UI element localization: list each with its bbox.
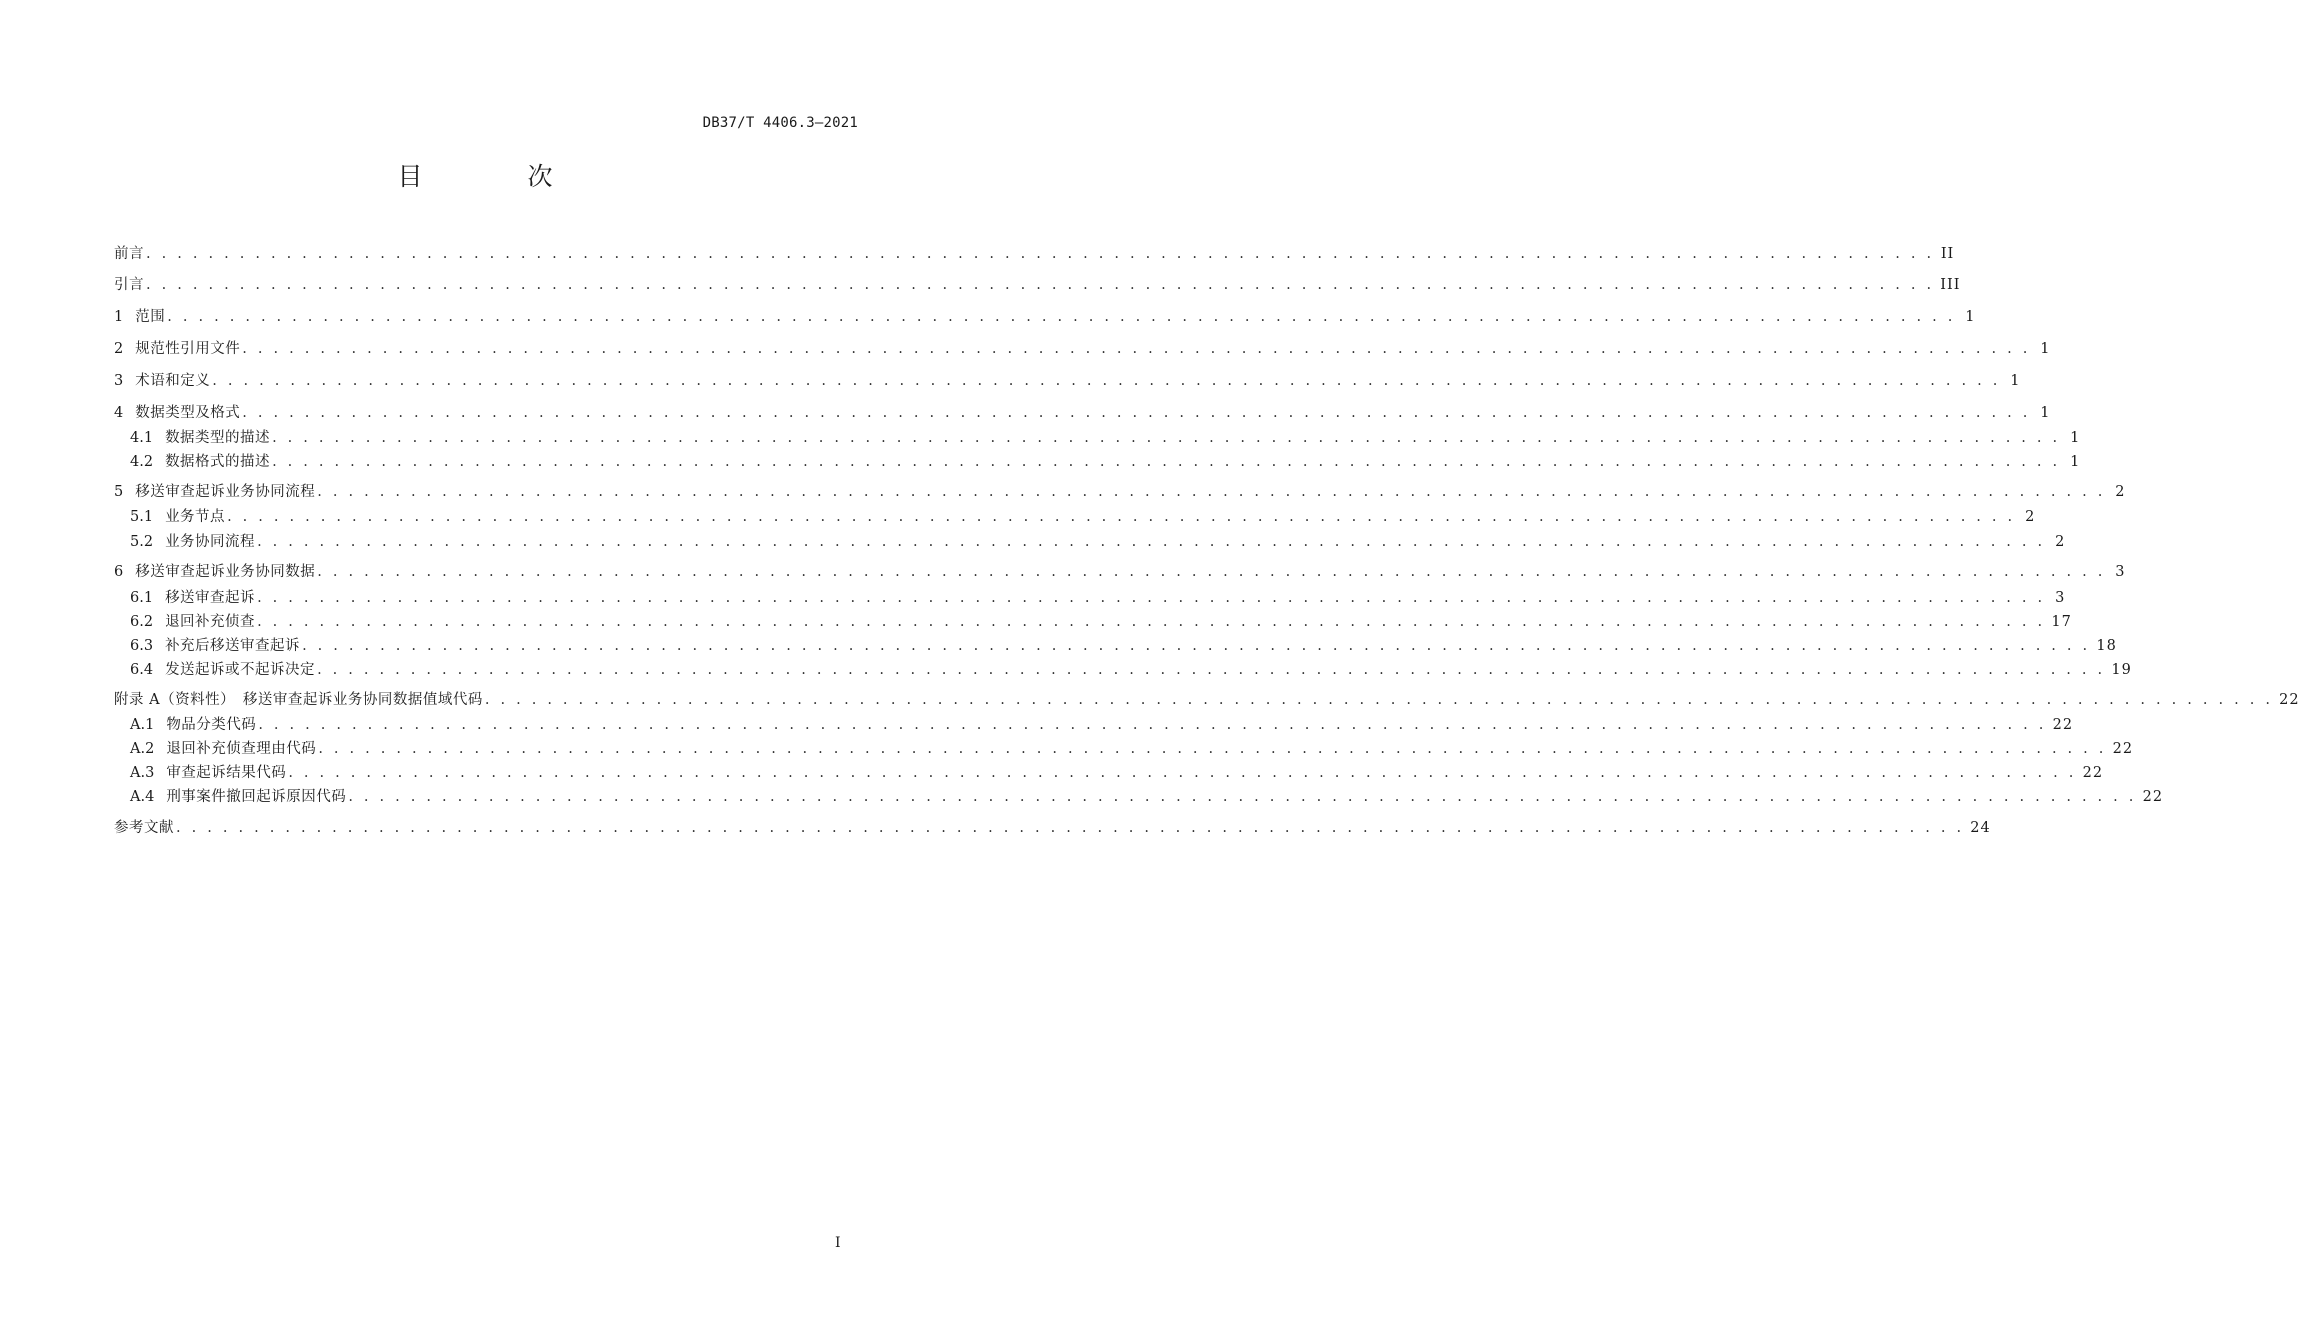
toc-entry-label: 移送审查起诉业务协同流程 bbox=[135, 484, 316, 500]
toc-entry-number: 6 bbox=[114, 564, 124, 580]
toc-entry[interactable] bbox=[130, 531, 2066, 553]
toc-entry-page: II bbox=[1940, 246, 1955, 262]
page-number: I bbox=[835, 1235, 841, 1251]
document-code: DB37/T 4406.3—2021 bbox=[702, 115, 858, 131]
toc-entry-label: 补充后移送审查起诉 bbox=[165, 638, 301, 654]
toc-entry[interactable] bbox=[130, 611, 2072, 633]
toc-entry-label: 范围 bbox=[135, 309, 166, 325]
toc-entry-number: 6.1 bbox=[130, 590, 154, 606]
toc-entry-page: 1 bbox=[2070, 454, 2081, 470]
toc-entry-number: A.1 bbox=[130, 717, 155, 733]
toc-entry-label: 审查起诉结果代码 bbox=[166, 765, 287, 781]
toc-entry[interactable] bbox=[130, 587, 2066, 609]
toc-entry-page: 22 bbox=[2142, 789, 2164, 805]
toc-dot-leader: . . . . . . . . . . . . . . . . . . . . . . . . . . . . . . . . . . . . . . . . . . . . . . . . . . . . . . . . . . . . . . . . . . . . . . . . . . . . . . . . . . . . . . . . . . . . . . . . . . . . . . . . . . . . . . . . . . . bbox=[146, 246, 1935, 262]
toc-entry-number: 6.2 bbox=[130, 614, 154, 630]
toc-dot-leader: . . . . . . . . . . . . . . . . . . . . . . . . . . . . . . . . . . . . . . . . . . . . . . . . . . . . . . . . . . . . . . . . . . . . . . . . . . . . . . . . . . . . . . . . . . . . . . . . . . . . . . . . . . . . . . . . . . . bbox=[212, 373, 2001, 389]
toc-entry[interactable] bbox=[114, 481, 2126, 503]
toc-entry-label: 数据格式的描述 bbox=[165, 454, 271, 470]
toc-entry-label: 规范性引用文件 bbox=[135, 341, 241, 357]
toc-entry-page: 19 bbox=[2111, 662, 2132, 678]
toc-entry[interactable] bbox=[114, 370, 2021, 392]
toc-entry-label: 前言 bbox=[114, 246, 144, 262]
toc-title: 目 次 bbox=[397, 162, 593, 191]
toc-entry-page: 22 bbox=[2279, 692, 2300, 708]
toc-entry-label: 移送审查起诉 bbox=[165, 590, 256, 606]
toc-entry-page: 1 bbox=[2040, 405, 2051, 421]
toc-entry-page: 24 bbox=[1970, 820, 1991, 836]
toc-entry-number: 2 bbox=[114, 341, 124, 357]
toc-entry-label: 参考文献 bbox=[114, 820, 174, 836]
toc-entry[interactable] bbox=[130, 635, 2117, 657]
toc-dot-leader: . . . . . . . . . . . . . . . . . . . . . . . . . . . . . . . . . . . . . . . . . . . . . . . . . . . . . . . . . . . . . . . . . . . . . . . . . . . . . . . . . . . . . . . . . . . . . . . . . . . . . . . . . . . . . . . . . . . bbox=[317, 564, 2106, 580]
toc-entry-label: 移送审查起诉业务协同数据 bbox=[135, 564, 316, 580]
toc-entry-number: 4 bbox=[114, 405, 124, 421]
toc-entry[interactable] bbox=[130, 427, 2081, 449]
toc-entry[interactable] bbox=[114, 689, 2300, 711]
toc-dot-leader: . . . . . . . . . . . . . . . . . . . . . . . . . . . . . . . . . . . . . . . . . . . . . . . . . . . . . . . . . . . . . . . . . . . . . . . . . . . . . . . . . . . . . . . . . . . . . . . . . . . . . . . . . . . . . . . . . . . bbox=[317, 484, 2106, 500]
toc-entry-label: 退回补充侦查 bbox=[165, 614, 256, 630]
toc-entry[interactable] bbox=[130, 659, 2132, 681]
toc-entry-page: 17 bbox=[2051, 614, 2072, 630]
toc-entry-number: A.4 bbox=[130, 789, 155, 805]
toc-dot-leader: . . . . . . . . . . . . . . . . . . . . . . . . . . . . . . . . . . . . . . . . . . . . . . . . . . . . . . . . . . . . . . . . . . . . . . . . . . . . . . . . . . . . . . . . . . . . . . . . . . . . . . . . . . . . . . . . . . . bbox=[146, 277, 1935, 293]
toc-entry-number: 5 bbox=[114, 484, 124, 500]
toc-dot-leader: . . . . . . . . . . . . . . . . . . . . . . . . . . . . . . . . . . . . . . . . . . . . . . . . . . . . . . . . . . . . . . . . . . . . . . . . . . . . . . . . . . . . . . . . . . . . . . . . . . . . . . . . . . . . . . . . . . . bbox=[242, 405, 2031, 421]
toc-dot-leader: . . . . . . . . . . . . . . . . . . . . . . . . . . . . . . . . . . . . . . . . . . . . . . . . . . . . . . . . . . . . . . . . . . . . . . . . . . . . . . . . . . . . . . . . . . . . . . . . . . . . . . . . . . . . . . . . . . . bbox=[348, 789, 2137, 805]
toc-entry-number: 4.1 bbox=[130, 430, 154, 446]
toc-entry-page: 3 bbox=[2055, 590, 2066, 606]
toc-dot-leader: . . . . . . . . . . . . . . . . . . . . . . . . . . . . . . . . . . . . . . . . . . . . . . . . . . . . . . . . . . . . . . . . . . . . . . . . . . . . . . . . . . . . . . . . . . . . . . . . . . . . . . . . . . . . . . . . . . . bbox=[484, 692, 2274, 708]
toc-entry-page: 18 bbox=[2096, 638, 2117, 654]
toc-dot-leader: . . . . . . . . . . . . . . . . . . . . . . . . . . . . . . . . . . . . . . . . . . . . . . . . . . . . . . . . . . . . . . . . . . . . . . . . . . . . . . . . . . . . . . . . . . . . . . . . . . . . . . . . . . . . . . . . . . . bbox=[272, 454, 2061, 470]
toc-entry-number: A.2 bbox=[130, 741, 155, 757]
toc-entry[interactable] bbox=[114, 402, 2051, 424]
toc-entry-page: 3 bbox=[2115, 564, 2126, 580]
toc-entry[interactable] bbox=[130, 714, 2074, 736]
toc-entry[interactable] bbox=[130, 762, 2104, 784]
toc-dot-leader: . . . . . . . . . . . . . . . . . . . . . . . . . . . . . . . . . . . . . . . . . . . . . . . . . . . . . . . . . . . . . . . . . . . . . . . . . . . . . . . . . . . . . . . . . . . . . . . . . . . . . . . . . . . . . . . . . . . bbox=[258, 717, 2047, 733]
toc-entry-page: 2 bbox=[2115, 484, 2126, 500]
toc-dot-leader: . . . . . . . . . . . . . . . . . . . . . . . . . . . . . . . . . . . . . . . . . . . . . . . . . . . . . . . . . . . . . . . . . . . . . . . . . . . . . . . . . . . . . . . . . . . . . . . . . . . . . . . . . . . . . . . . . . . bbox=[227, 509, 2016, 525]
toc-entry[interactable] bbox=[114, 561, 2126, 583]
toc-entry-page: 22 bbox=[2082, 765, 2104, 781]
toc-dot-leader: . . . . . . . . . . . . . . . . . . . . . . . . . . . . . . . . . . . . . . . . . . . . . . . . . . . . . . . . . . . . . . . . . . . . . . . . . . . . . . . . . . . . . . . . . . . . . . . . . . . . . . . . . . . . . . . . . . . bbox=[317, 662, 2106, 678]
toc-entry-page: 2 bbox=[2055, 534, 2066, 550]
toc-entry-label: 物品分类代码 bbox=[166, 717, 257, 733]
toc-entry-number: 5.2 bbox=[130, 534, 154, 550]
toc-entry[interactable] bbox=[114, 274, 1961, 296]
toc-entry[interactable] bbox=[130, 451, 2081, 473]
toc-entry-number: 6.3 bbox=[130, 638, 154, 654]
toc-entry-page: 1 bbox=[1965, 309, 1976, 325]
toc-entry-label: 发送起诉或不起诉决定 bbox=[165, 662, 316, 678]
toc-dot-leader: . . . . . . . . . . . . . . . . . . . . . . . . . . . . . . . . . . . . . . . . . . . . . . . . . . . . . . . . . . . . . . . . . . . . . . . . . . . . . . . . . . . . . . . . . . . . . . . . . . . . . . . . . . . . . . . . . . . bbox=[302, 638, 2091, 654]
toc-dot-leader: . . . . . . . . . . . . . . . . . . . . . . . . . . . . . . . . . . . . . . . . . . . . . . . . . . . . . . . . . . . . . . . . . . . . . . . . . . . . . . . . . . . . . . . . . . . . . . . . . . . . . . . . . . . . . . . . . . . bbox=[176, 820, 1965, 836]
toc-entry-page: 22 bbox=[2112, 741, 2134, 757]
toc-dot-leader: . . . . . . . . . . . . . . . . . . . . . . . . . . . . . . . . . . . . . . . . . . . . . . . . . . . . . . . . . . . . . . . . . . . . . . . . . . . . . . . . . . . . . . . . . . . . . . . . . . . . . . . . . . . . . . . . . . . bbox=[167, 309, 1956, 325]
toc-entry-label: 退回补充侦查理由代码 bbox=[166, 741, 317, 757]
toc-entry-number: 3 bbox=[114, 373, 124, 389]
toc-entry-page: 1 bbox=[2040, 341, 2051, 357]
toc-entry[interactable] bbox=[114, 817, 1991, 839]
toc-entry-number: 1 bbox=[114, 309, 124, 325]
toc-entry-label: 业务节点 bbox=[165, 509, 226, 525]
toc-entry-label: 数据类型及格式 bbox=[135, 405, 241, 421]
toc-dot-leader: . . . . . . . . . . . . . . . . . . . . . . . . . . . . . . . . . . . . . . . . . . . . . . . . . . . . . . . . . . . . . . . . . . . . . . . . . . . . . . . . . . . . . . . . . . . . . . . . . . . . . . . . . . . . . . . . . . . bbox=[288, 765, 2077, 781]
toc-entry-page: 22 bbox=[2052, 717, 2074, 733]
toc-entry[interactable] bbox=[130, 738, 2134, 760]
toc-entry-label: 数据类型的描述 bbox=[165, 430, 271, 446]
toc-entry-label: 引言 bbox=[114, 277, 144, 293]
toc-entry-number: 6.4 bbox=[130, 662, 154, 678]
toc-dot-leader: . . . . . . . . . . . . . . . . . . . . . . . . . . . . . . . . . . . . . . . . . . . . . . . . . . . . . . . . . . . . . . . . . . . . . . . . . . . . . . . . . . . . . . . . . . . . . . . . . . . . . . . . . . . . . . . . . . . bbox=[242, 341, 2031, 357]
toc-entry-page: 1 bbox=[2010, 373, 2021, 389]
toc-entry-label: 术语和定义 bbox=[135, 373, 211, 389]
toc-entry[interactable] bbox=[130, 506, 2036, 528]
toc-entry-number: A.3 bbox=[130, 765, 155, 781]
toc-entry[interactable] bbox=[130, 786, 2164, 808]
toc-entry[interactable] bbox=[114, 338, 2051, 360]
toc-dot-leader: . . . . . . . . . . . . . . . . . . . . . . . . . . . . . . . . . . . . . . . . . . . . . . . . . . . . . . . . . . . . . . . . . . . . . . . . . . . . . . . . . . . . . . . . . . . . . . . . . . . . . . . . . . . . . . . . . . . bbox=[318, 741, 2107, 757]
toc-entry-label: 刑事案件撤回起诉原因代码 bbox=[166, 789, 347, 805]
toc-entry-number: 5.1 bbox=[130, 509, 154, 525]
toc-entry[interactable] bbox=[114, 243, 1955, 265]
toc-entry-page: 2 bbox=[2025, 509, 2036, 525]
toc-entry-number: 4.2 bbox=[130, 454, 154, 470]
toc-dot-leader: . . . . . . . . . . . . . . . . . . . . . . . . . . . . . . . . . . . . . . . . . . . . . . . . . . . . . . . . . . . . . . . . . . . . . . . . . . . . . . . . . . . . . . . . . . . . . . . . . . . . . . . . . . . . . . . . . . . bbox=[257, 614, 2046, 630]
toc-entry-page: 1 bbox=[2070, 430, 2081, 446]
toc-dot-leader: . . . . . . . . . . . . . . . . . . . . . . . . . . . . . . . . . . . . . . . . . . . . . . . . . . . . . . . . . . . . . . . . . . . . . . . . . . . . . . . . . . . . . . . . . . . . . . . . . . . . . . . . . . . . . . . . . . . bbox=[257, 534, 2046, 550]
toc-entry-label: 附录 A（资料性） 移送审查起诉业务协同数据值域代码 bbox=[114, 692, 483, 708]
toc-entry-label: 业务协同流程 bbox=[165, 534, 256, 550]
toc-dot-leader: . . . . . . . . . . . . . . . . . . . . . . . . . . . . . . . . . . . . . . . . . . . . . . . . . . . . . . . . . . . . . . . . . . . . . . . . . . . . . . . . . . . . . . . . . . . . . . . . . . . . . . . . . . . . . . . . . . . bbox=[257, 590, 2046, 606]
toc-entry[interactable] bbox=[114, 306, 1976, 328]
toc-entry-page: III bbox=[1940, 277, 1961, 293]
toc-dot-leader: . . . . . . . . . . . . . . . . . . . . . . . . . . . . . . . . . . . . . . . . . . . . . . . . . . . . . . . . . . . . . . . . . . . . . . . . . . . . . . . . . . . . . . . . . . . . . . . . . . . . . . . . . . . . . . . . . . . bbox=[272, 430, 2061, 446]
